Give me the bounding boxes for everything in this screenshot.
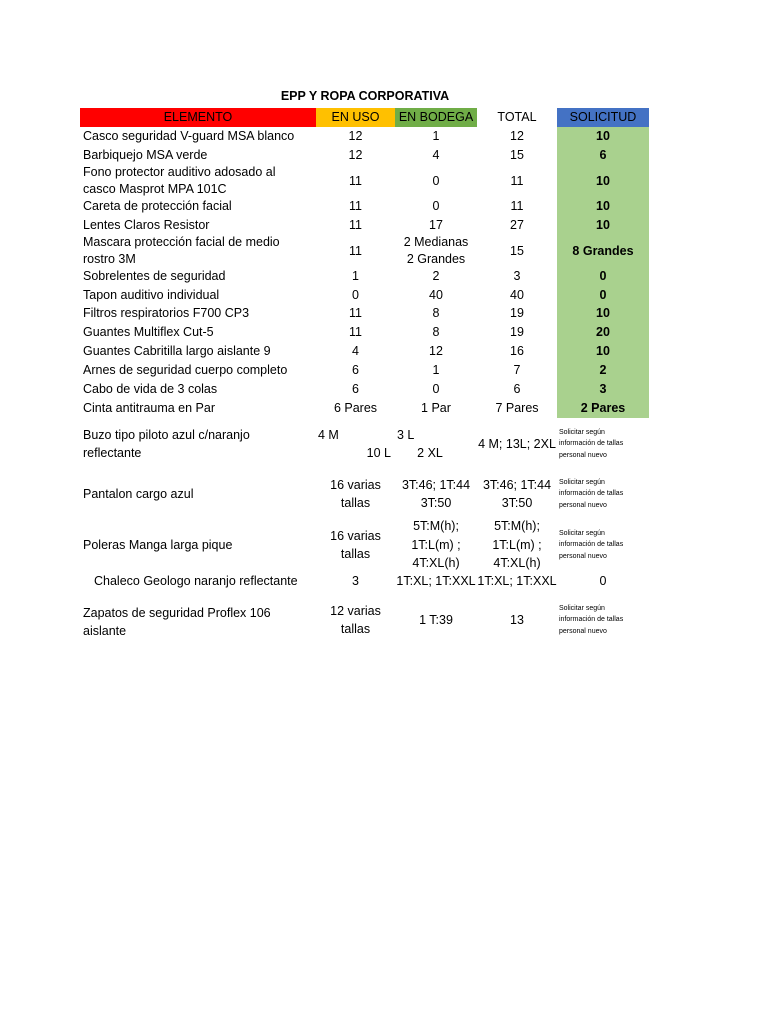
- table-row: [80, 323, 650, 342]
- cell-elemento-line: rostro 3M: [83, 252, 136, 266]
- cell-en-uso: 1: [352, 269, 359, 284]
- cell-en-bodega-line: 3 L: [397, 427, 415, 442]
- cell-en-bodega-line: 4T:XL(h): [412, 556, 460, 571]
- cell-solicitud: 20: [596, 325, 610, 340]
- cell-en-uso: 12: [348, 148, 363, 163]
- cell-total-line: 3T:50: [501, 496, 533, 510]
- cell-solicitud: 3: [599, 382, 607, 397]
- cell-en-uso: 11: [349, 218, 362, 233]
- cell-total: 4 M; 13L; 2XL: [478, 436, 556, 451]
- cell-total: [477, 474, 557, 514]
- cell-total: 11: [510, 199, 524, 214]
- cell-elemento: Careta de protección facial: [83, 199, 232, 214]
- cell-solicitud-line: Solicitar según: [559, 530, 605, 538]
- cell-elemento: Tapon auditivo individual: [83, 288, 220, 303]
- table-row: [80, 230, 650, 272]
- cell-en-uso-line: 10 L: [366, 446, 391, 460]
- cell-en-bodega: 8: [432, 325, 440, 340]
- cell-elemento: Filtros respiratorios F700 CP3: [83, 306, 250, 321]
- cell-en-uso-line: tallas: [340, 496, 371, 510]
- table-row: [80, 286, 650, 305]
- cell-en-bodega: 1 Par: [421, 401, 451, 416]
- cell-solicitud: 10: [596, 218, 610, 233]
- header-row: [80, 108, 650, 127]
- cell-en-bodega: [395, 517, 477, 573]
- cell-en-bodega: 0: [432, 199, 440, 214]
- cell-en-uso-line: 16 varias: [330, 477, 381, 492]
- cell-en-uso: 6 Pares: [333, 401, 378, 416]
- cell-en-bodega: 12: [429, 344, 443, 359]
- cell-total: 6: [513, 382, 521, 397]
- cell-solicitud: 0: [599, 269, 607, 284]
- table-row: [80, 127, 650, 146]
- cell-elemento: [80, 160, 316, 202]
- cell-en-bodega: 1: [432, 129, 440, 144]
- cell-elemento: Barbiquejo MSA verde: [83, 148, 208, 163]
- cell-en-bodega-line: 2 Medianas: [403, 235, 469, 250]
- cell-solicitud: 6: [599, 148, 607, 163]
- cell-en-bodega: 1T:XL; 1T:XXL: [396, 574, 476, 589]
- cell-elemento: Cabo de vida de 3 colas: [83, 382, 218, 397]
- cell-en-bodega: 1 T:39: [419, 612, 453, 627]
- cell-solicitud-line: información de tallas: [559, 440, 624, 448]
- table-row: [80, 160, 650, 202]
- cell-en-uso-line: tallas: [340, 547, 371, 561]
- cell-en-bodega-line: 1T:L(m) ;: [411, 537, 461, 552]
- table-row: [80, 598, 650, 642]
- cell-solicitud: 2: [599, 363, 607, 378]
- cell-en-bodega-line: 5T:M(h);: [413, 518, 459, 533]
- cell-solicitud-line: información de tallas: [559, 616, 624, 624]
- cell-en-uso: 4: [352, 344, 359, 359]
- cell-en-bodega: [395, 424, 477, 464]
- cell-total: 7: [513, 363, 521, 378]
- cell-solicitud: 10: [596, 173, 610, 188]
- cell-elemento: Guantes Multiflex Cut-5: [83, 325, 214, 340]
- cell-elemento: Cinta antitrauma en Par: [83, 401, 216, 416]
- cell-en-uso: 11: [349, 325, 362, 340]
- cell-total: 12: [510, 129, 524, 144]
- cell-elemento: Sobrelentes de seguridad: [83, 269, 226, 284]
- cell-total-line: 5T:M(h);: [494, 518, 540, 533]
- cell-solicitud: [557, 474, 649, 514]
- cell-solicitud-line: información de tallas: [559, 541, 624, 549]
- cell-total: 13: [510, 612, 524, 627]
- cell-solicitud-line: Solicitar según: [559, 479, 605, 487]
- cell-en-uso: 11: [349, 243, 362, 258]
- cell-total: 15: [510, 148, 524, 163]
- cell-total: 1T:XL; 1T:XXL: [477, 574, 557, 589]
- cell-total: 19: [510, 306, 524, 321]
- cell-en-bodega: 40: [429, 288, 443, 303]
- header-elemento: ELEMENTO: [80, 108, 316, 127]
- sheet-title: EPP Y ROPA CORPORATIVA: [280, 89, 450, 103]
- cell-elemento-line: reflectante: [83, 446, 142, 460]
- cell-en-uso: 12: [348, 129, 363, 144]
- cell-en-uso: 6: [352, 382, 359, 397]
- cell-en-bodega-line: 2 Grandes: [406, 252, 466, 266]
- cell-elemento: [80, 424, 316, 464]
- cell-solicitud-line: Solicitar según: [559, 429, 605, 437]
- cell-en-bodega: 17: [429, 218, 443, 233]
- table-row: [80, 399, 650, 418]
- cell-elemento: Chaleco Geologo naranjo reflectante: [94, 574, 298, 589]
- cell-en-uso-line: 16 varias: [330, 528, 381, 543]
- table-row: [80, 304, 650, 323]
- cell-en-uso: 11: [349, 173, 362, 188]
- cell-elemento: Arnes de seguridad cuerpo completo: [83, 363, 288, 378]
- cell-elemento: Lentes Claros Resistor: [83, 218, 210, 233]
- cell-total-line: 4T:XL(h): [493, 556, 541, 571]
- cell-elemento: Guantes Cabritilla largo aislante 9: [83, 344, 271, 359]
- cell-total: 16: [510, 344, 524, 359]
- cell-en-bodega: 0: [432, 173, 440, 188]
- table-row: [80, 197, 650, 216]
- cell-solicitud: 0: [599, 288, 607, 303]
- table-row: [80, 424, 650, 464]
- cell-elemento: Pantalon cargo azul: [83, 486, 194, 501]
- table-row: [80, 361, 650, 380]
- cell-solicitud-line: personal nuevo: [559, 627, 607, 635]
- cell-solicitud: [557, 598, 649, 642]
- cell-en-bodega-line: 2 XL: [417, 446, 443, 460]
- cell-total: 19: [510, 325, 524, 340]
- cell-elemento: Casco seguridad V-guard MSA blanco: [83, 129, 295, 144]
- cell-en-bodega: [395, 474, 477, 514]
- table-row: [80, 267, 650, 286]
- cell-solicitud-line: personal nuevo: [559, 451, 607, 459]
- cell-en-bodega: 8: [432, 306, 440, 321]
- cell-solicitud: 10: [596, 199, 610, 214]
- cell-solicitud-line: personal nuevo: [559, 552, 607, 560]
- cell-solicitud-line: información de tallas: [559, 490, 624, 498]
- cell-elemento-line: casco Masprot MPA 101C: [83, 182, 227, 196]
- cell-en-bodega: 4: [432, 148, 440, 163]
- header-en-bodega: EN BODEGA: [395, 108, 477, 127]
- table-row: [80, 474, 650, 514]
- cell-en-bodega: [395, 230, 477, 272]
- cell-elemento: [80, 230, 316, 272]
- cell-solicitud: 10: [596, 344, 610, 359]
- cell-total: 15: [510, 243, 524, 258]
- cell-en-uso: [316, 424, 395, 464]
- cell-en-uso: 11: [349, 199, 362, 214]
- cell-total: 3: [513, 269, 521, 284]
- cell-elemento-line: Fono protector auditivo adosado al: [83, 165, 276, 180]
- table-row: [80, 572, 650, 591]
- cell-en-bodega: 1: [432, 363, 440, 378]
- cell-solicitud: 10: [596, 306, 610, 321]
- cell-en-uso-line: tallas: [340, 622, 371, 636]
- cell-solicitud: 0: [599, 574, 607, 589]
- cell-en-uso-line: 4 M: [318, 427, 339, 442]
- table-row: [80, 342, 650, 361]
- cell-en-bodega-line: 3T:46; 1T:44: [401, 477, 471, 492]
- header-total: TOTAL: [497, 110, 537, 125]
- cell-elemento-line: Buzo tipo piloto azul c/naranjo: [83, 427, 250, 442]
- table-row: [80, 517, 650, 573]
- cell-en-uso: 0: [352, 288, 359, 303]
- cell-elemento-line: Mascara protección facial de medio: [83, 235, 280, 250]
- cell-solicitud: 8 Grandes: [572, 243, 634, 258]
- cell-total: 27: [510, 218, 524, 233]
- cell-elemento: Poleras Manga larga pique: [83, 537, 233, 552]
- cell-en-uso: 3: [352, 574, 359, 589]
- cell-en-bodega-line: 3T:50: [420, 496, 452, 510]
- cell-en-uso: [316, 474, 395, 514]
- cell-en-bodega: 2: [432, 269, 440, 284]
- cell-elemento-line: Zapatos de seguridad Proflex 106: [83, 605, 271, 620]
- cell-en-uso: [316, 598, 395, 642]
- cell-total: 7 Pares: [495, 401, 539, 416]
- cell-total: 11: [510, 173, 524, 188]
- header-solicitud: SOLICITUD: [557, 108, 649, 127]
- cell-solicitud: 10: [596, 129, 610, 144]
- cell-elemento: [80, 598, 316, 642]
- cell-total-line: 3T:46; 1T:44: [482, 477, 552, 492]
- table-row: [80, 380, 650, 399]
- cell-total-line: 1T:L(m) ;: [492, 537, 542, 552]
- cell-en-bodega: 0: [432, 382, 440, 397]
- cell-total: [477, 517, 557, 573]
- cell-en-uso: 6: [352, 363, 359, 378]
- cell-en-uso: 11: [349, 306, 362, 321]
- cell-solicitud-line: personal nuevo: [559, 501, 607, 509]
- cell-elemento-line: aislante: [83, 623, 127, 638]
- cell-solicitud: [557, 517, 649, 573]
- cell-solicitud-line: Solicitar según: [559, 605, 605, 613]
- cell-en-uso-line: 12 varias: [330, 603, 381, 618]
- cell-en-uso: [316, 517, 395, 573]
- cell-solicitud: 2 Pares: [580, 401, 626, 416]
- header-en-uso: EN USO: [316, 108, 395, 127]
- cell-total: 40: [510, 288, 524, 303]
- cell-solicitud: [557, 424, 649, 464]
